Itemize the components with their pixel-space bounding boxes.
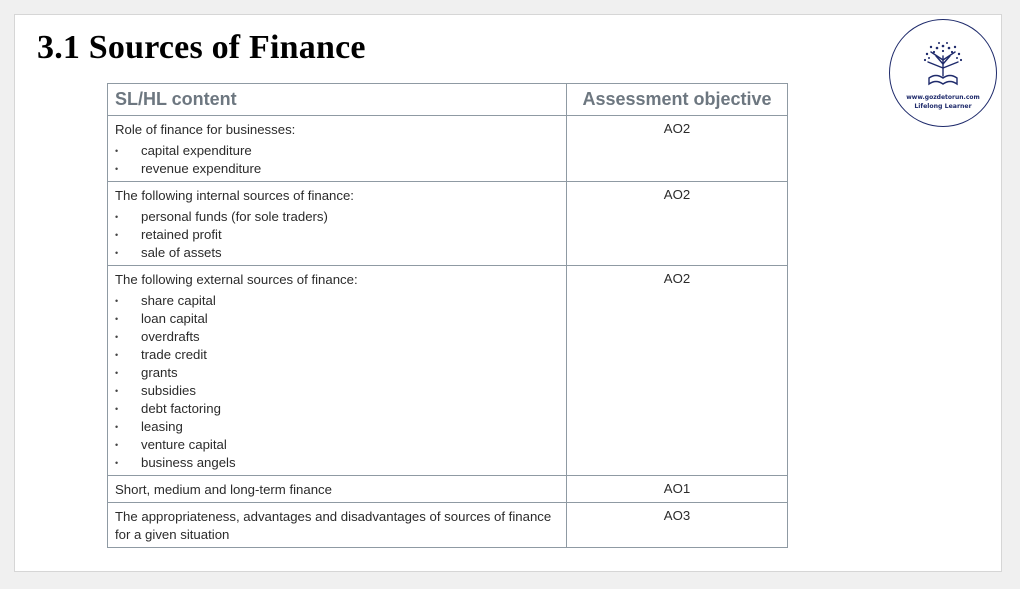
objective-cell: AO2 [567, 182, 788, 266]
header-assessment-objective: Assessment objective [567, 84, 788, 116]
slide-title: 3.1 Sources of Finance [37, 29, 366, 66]
slide [14, 14, 1002, 572]
topic-text: The following internal sources of finance: [115, 188, 354, 203]
syllabus-table [107, 83, 788, 548]
topic-cell [108, 116, 567, 182]
list-item: • business angels [115, 454, 559, 472]
bullet-list [115, 142, 559, 178]
topic-cell [108, 266, 567, 476]
table-header-row [108, 84, 788, 116]
header-content: SL/HL content [108, 84, 567, 116]
topic-text: Role of finance for businesses: [115, 122, 296, 137]
topic-text: The following external sources of finance: [115, 272, 358, 287]
list-item: • share capital [115, 292, 559, 310]
table-row [108, 266, 788, 476]
table-row [108, 503, 788, 548]
list-item: • grants [115, 364, 559, 382]
list-item: • trade credit [115, 346, 559, 364]
list-item: • sale of assets [115, 244, 559, 262]
topic-cell [108, 503, 567, 548]
objective-cell: AO3 [567, 503, 788, 548]
list-item: • subsidies [115, 382, 559, 400]
list-item: • leasing [115, 418, 559, 436]
logo-tagline: Lifelong Learner [914, 103, 972, 110]
topic-cell [108, 476, 567, 503]
list-item: • retained profit [115, 226, 559, 244]
bullet-list [115, 208, 559, 262]
objective-cell: AO1 [567, 476, 788, 503]
list-item: • personal funds (for sole traders) [115, 208, 559, 226]
list-item: • loan capital [115, 310, 559, 328]
table-row [108, 476, 788, 503]
list-item: • venture capital [115, 436, 559, 454]
logo-badge [889, 19, 997, 127]
list-item: • debt factoring [115, 400, 559, 418]
table-row [108, 116, 788, 182]
bullet-list [115, 292, 559, 472]
list-item: • revenue expenditure [115, 160, 559, 178]
topic-text: Short, medium and long-term finance [115, 482, 332, 497]
logo-url: www.gozdetorun.com [906, 94, 980, 101]
list-item: • overdrafts [115, 328, 559, 346]
objective-cell: AO2 [567, 116, 788, 182]
tree-book-icon [919, 38, 967, 90]
objective-cell: AO2 [567, 266, 788, 476]
topic-cell [108, 182, 567, 266]
list-item: • capital expenditure [115, 142, 559, 160]
topic-text: The appropriateness, advantages and disadvantages of sources of finance for a given situation [115, 509, 552, 542]
table-row [108, 182, 788, 266]
